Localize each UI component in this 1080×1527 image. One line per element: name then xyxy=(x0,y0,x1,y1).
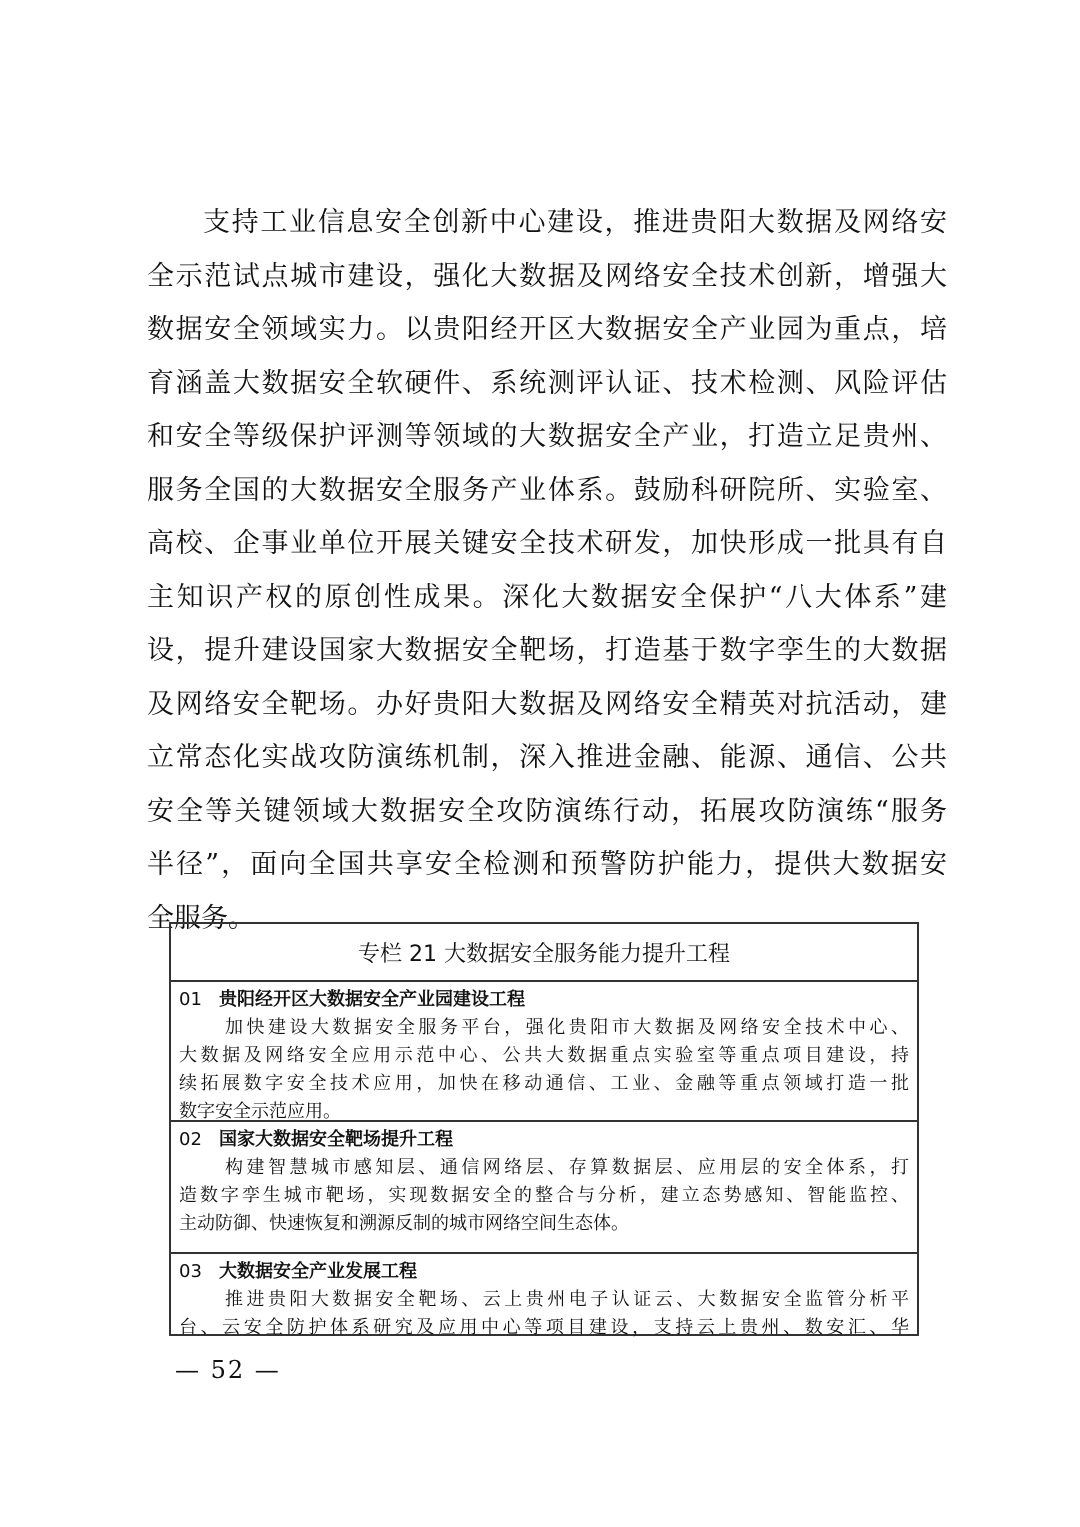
item-text: 加快建设大数据安全服务平台，强化贵阳市大数据及网络安全技术中心、 xyxy=(225,1017,909,1038)
item-number: 01 xyxy=(179,989,202,1010)
table-row xyxy=(171,982,917,1122)
text-line: 主知识产权的原创性成果。深化大数据安全保护“八大体系”建 xyxy=(147,581,947,613)
item-text: 主动防御、快速恢复和溯源反制的城市网络空间生态体。 xyxy=(179,1213,629,1234)
item-text: 推进贵阳大数据安全靶场、云上贵州电子认证云、大数据安全监管分析平 xyxy=(225,1289,909,1310)
item-number: 02 xyxy=(179,1129,202,1150)
item-number: 03 xyxy=(179,1261,202,1282)
text-line: 高校、企事业单位开展关键安全技术研发，加快形成一批具有自 xyxy=(147,528,947,559)
item-text: 数字安全示范应用。 xyxy=(179,1101,341,1122)
item-title: 贵阳经开区大数据安全产业园建设工程 xyxy=(219,989,525,1010)
item-text: 大数据及网络安全应用示范中心、公共大数据重点实验室等重点项目建设，持 xyxy=(179,1045,909,1066)
text-line: 育涵盖大数据安全软硬件、系统测评认证、技术检测、风险评估 xyxy=(147,367,947,399)
text-line: 全示范试点城市建设，强化大数据及网络安全技术创新，增强大 xyxy=(147,260,947,292)
item-title: 大数据安全产业发展工程 xyxy=(219,1261,417,1282)
text-line: 数据安全领域实力。以贵阳经开区大数据安全产业园为重点，培 xyxy=(147,314,947,345)
item-heading xyxy=(179,986,909,1014)
feature-box-table xyxy=(169,922,919,1336)
text-line: 设，提升建设国家大数据安全靶场，打造基于数字孪生的大数据 xyxy=(147,635,947,666)
item-title: 国家大数据安全靶场提升工程 xyxy=(219,1129,453,1150)
text-line: 半径”，面向全国共享安全检测和预警防护能力，提供大数据安 xyxy=(147,849,947,880)
text-line: 立常态化实战攻防演练机制，深入推进金融、能源、通信、公共 xyxy=(147,742,947,773)
text-line: 服务全国的大数据安全服务产业体系。鼓励科研院所、实验室、 xyxy=(147,474,947,506)
box-title: 专栏 21 大数据安全服务能力提升工程 xyxy=(171,924,917,982)
text-line: 和安全等级保护评测等领域的大数据安全产业，打造立足贵州、 xyxy=(147,421,947,452)
text-line: 全服务。 xyxy=(147,902,255,934)
item-text: 构建智慧城市感知层、通信网络层、存算数据层、应用层的安全体系，打 xyxy=(225,1157,909,1178)
item-heading xyxy=(179,1258,909,1286)
text-line: 及网络安全靶场。办好贵阳大数据及网络安全精英对抗活动，建 xyxy=(147,688,947,720)
item-heading xyxy=(179,1126,909,1154)
item-text: 续拓展数字安全技术应用，加快在移动通信、工业、金融等重点领域打造一批 xyxy=(179,1073,909,1094)
body-paragraph xyxy=(147,196,947,945)
item-text: 台、云安全防护体系研究及应用中心等项目建设，支持云上贵州、数安汇、华 xyxy=(179,1317,909,1338)
table-row xyxy=(171,1122,917,1254)
table-row xyxy=(171,1254,917,1336)
page-number: — 52 — xyxy=(175,1356,281,1384)
text-line: 支持工业信息安全创新中心建设，推进贵阳大数据及网络安 xyxy=(203,207,947,238)
text-line: 安全等关键领域大数据安全攻防演练行动，拓展攻防演练“服务 xyxy=(147,795,947,827)
item-text: 造数字孪生城市靶场，实现数据安全的整合与分析，建立态势感知、智能监控、 xyxy=(179,1185,909,1206)
